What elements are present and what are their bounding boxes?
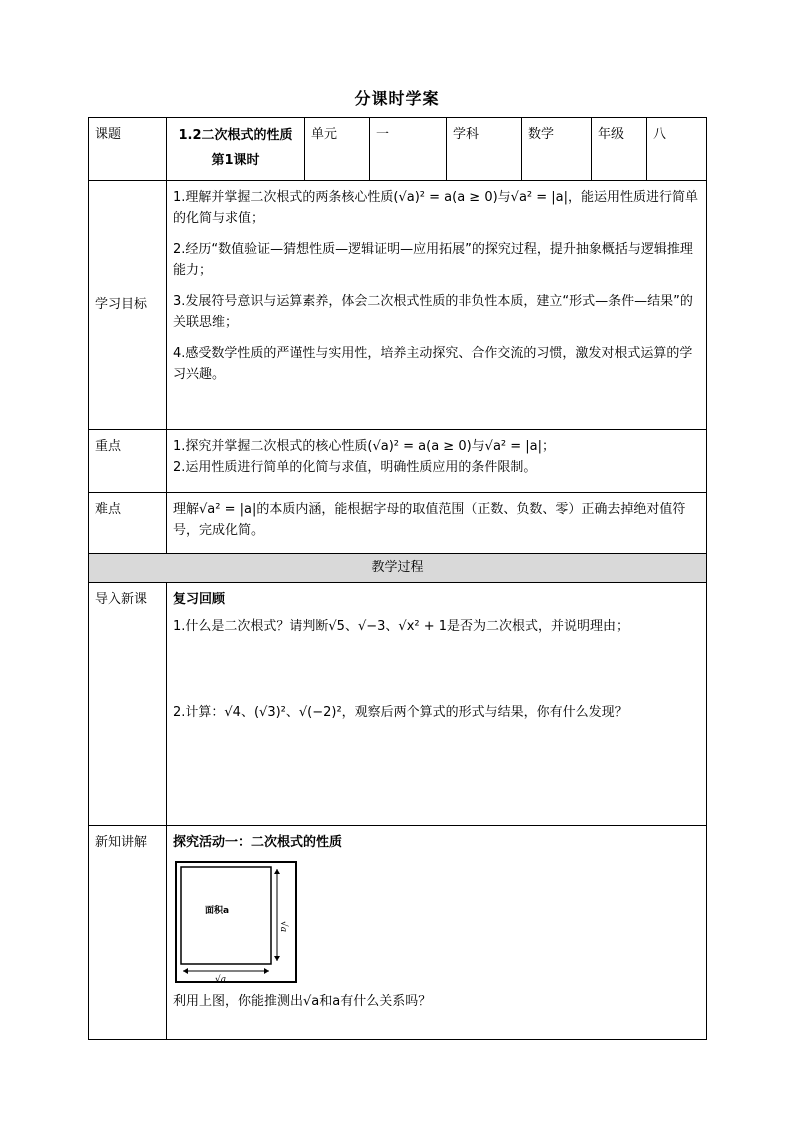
header-row xyxy=(89,118,707,181)
grade-value: 八 xyxy=(647,118,707,181)
objectives-content xyxy=(167,181,707,430)
arrow-head-left xyxy=(183,968,188,974)
lesson-plan-table xyxy=(88,117,707,1040)
area-label: 面积a xyxy=(205,906,230,917)
objective-item: 2.经历“数值验证—猜想性质—逻辑证明—应用拓展”的探究过程，提升抽象概括与逻辑推理能力； xyxy=(173,241,693,279)
page-title: 分课时学案 xyxy=(354,89,440,108)
key-point-item: 1.探究并掌握二次根式的核心性质(√a)² = a(a ≥ 0)与√a² = |a|； xyxy=(173,439,556,454)
key-points-row xyxy=(89,430,707,493)
objective-item: 4.感受数学性质的严谨性与实用性，培养主动探究、合作交流的习惯，激发对根式运算的学习兴趣。 xyxy=(173,345,693,383)
unit-label: 单元 xyxy=(305,118,370,181)
intro-label: 导入新课 xyxy=(89,583,167,826)
process-band-row xyxy=(89,554,707,583)
lesson-subtitle: 第1课时 xyxy=(211,152,260,168)
activity-question: 利用上图，你能推测出√a和a有什么关系吗？ xyxy=(173,994,432,1010)
difficulty-content xyxy=(167,493,707,554)
grade-label: 年级 xyxy=(592,118,647,181)
subject-label: 学科 xyxy=(447,118,522,181)
key-point-item: 2.运用性质进行简单的化简与求值，明确性质应用的条件限制。 xyxy=(173,460,537,476)
arrow-head-right xyxy=(264,968,269,974)
objectives-row xyxy=(89,181,707,430)
difficulty-text: 理解√a² = |a|的本质内涵，能根据字母的取值范围（正数、负数、零）正确去掉绝对值符号，完成化简。 xyxy=(173,502,686,539)
activity-heading: 探究活动一：二次根式的性质 xyxy=(173,835,343,850)
topic-label: 课题 xyxy=(89,118,167,181)
lesson-title-cell xyxy=(167,118,305,181)
arrow-head-top xyxy=(274,869,280,874)
difficulty-label: 难点 xyxy=(89,493,167,554)
bottom-side-label: √a xyxy=(215,975,227,986)
arrow-head-bottom xyxy=(274,956,280,961)
square-area-diagram xyxy=(175,861,299,985)
intro-question-2: 2.计算：√4、(√3)²、√(−2)²，观察后两个算式的形式与结果，你有什么发现？ xyxy=(173,704,628,720)
intro-row xyxy=(89,583,707,826)
new-knowledge-label: 新知讲解 xyxy=(89,826,167,1040)
lesson-title: 1.2二次根式的性质 xyxy=(178,128,293,143)
intro-heading: 复习回顾 xyxy=(173,592,226,607)
new-knowledge-content xyxy=(167,826,707,1040)
key-points-content xyxy=(167,430,707,493)
intro-content xyxy=(167,583,707,826)
process-band: 教学过程 xyxy=(89,554,707,583)
objectives-label: 学习目标 xyxy=(89,181,167,430)
difficulty-row xyxy=(89,493,707,554)
objective-item: 3.发展符号意识与运算素养，体会二次根式性质的非负性本质，建立“形式—条件—结果”的关联思维； xyxy=(173,293,693,331)
subject-value: 数学 xyxy=(522,118,592,181)
key-points-label: 重点 xyxy=(89,430,167,493)
intro-question-1: 1.什么是二次根式？请判断√5、√−3、√x² + 1是否为二次根式，并说明理由； xyxy=(173,619,630,635)
objective-item: 1.理解并掌握二次根式的两条核心性质(√a)² = a(a ≥ 0)与√a² = |a|，能运用性质进行简单的化简与求值； xyxy=(173,190,699,227)
right-side-label: √a xyxy=(278,921,288,933)
unit-value: 一 xyxy=(370,118,447,181)
new-knowledge-row xyxy=(89,826,707,1040)
